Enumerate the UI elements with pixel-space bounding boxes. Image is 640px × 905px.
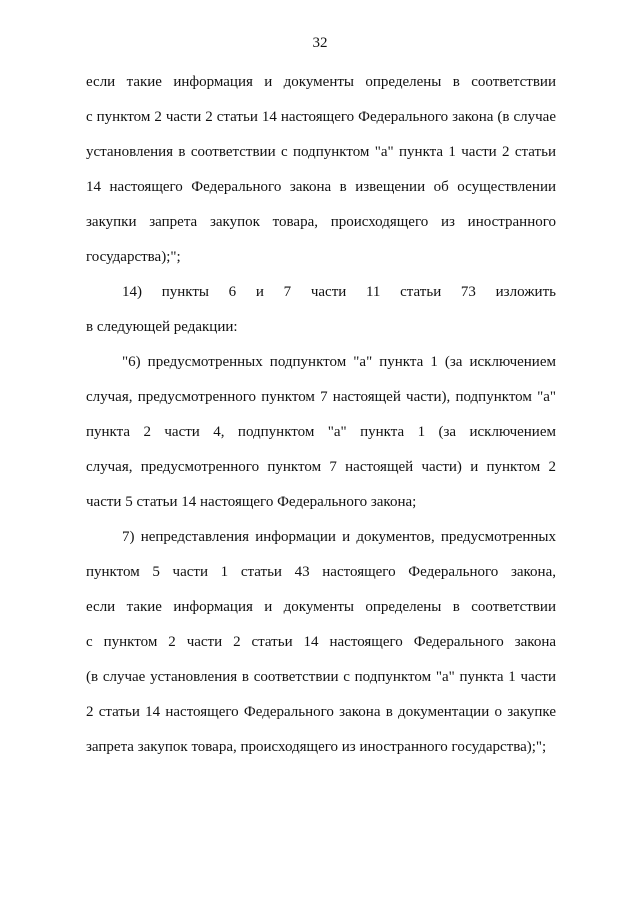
text-line: если такие информация и документы определены в соответствии xyxy=(86,599,556,615)
text-line: если такие информация и документы определены в соответствии xyxy=(86,74,556,90)
text-line: "6) предусмотренных подпунктом "а" пункта 1 (за исключением xyxy=(122,354,556,370)
text-line: случая, предусмотренного пунктом 7 настоящей части), подпунктом "а" xyxy=(86,389,556,405)
text-line: установления в соответствии с подпунктом "а" пункта 1 части 2 статьи xyxy=(86,144,556,160)
text-line: 14) пункты 6 и 7 части 11 статьи 73 изложить xyxy=(122,284,556,300)
text-line: (в случае установления в соответствии с подпунктом "а" пункта 1 части xyxy=(86,669,556,685)
text-line: части 5 статьи 14 настоящего Федерального закона; xyxy=(86,494,417,510)
text-line: 14 настоящего Федерального закона в извещении об осуществлении xyxy=(86,179,556,195)
text-line: пунктом 5 части 1 статьи 43 настоящего Федерального закона, xyxy=(86,564,556,580)
text-line: случая, предусмотренного пунктом 7 настоящей части) и пунктом 2 xyxy=(86,459,556,475)
page-number: 32 xyxy=(312,35,328,51)
text-line: с пунктом 2 части 2 статьи 14 настоящего Федерального закона xyxy=(86,634,556,650)
text-line: 2 статьи 14 настоящего Федерального закона в документации о закупке xyxy=(86,704,556,720)
text-line: в следующей редакции: xyxy=(86,319,238,335)
text-line: запрета закупок товара, происходящего из иностранного государства);"; xyxy=(86,739,547,755)
text-line: 7) непредставления информации и документов, предусмотренных xyxy=(122,529,556,545)
text-line: с пунктом 2 части 2 статьи 14 настоящего Федерального закона (в случае xyxy=(86,109,556,125)
text-line: закупки запрета закупок товара, происходящего из иностранного xyxy=(86,214,556,230)
text-line: государства);"; xyxy=(86,249,181,265)
text-line: пункта 2 части 4, подпунктом "а" пункта 1 (за исключением xyxy=(86,424,556,440)
